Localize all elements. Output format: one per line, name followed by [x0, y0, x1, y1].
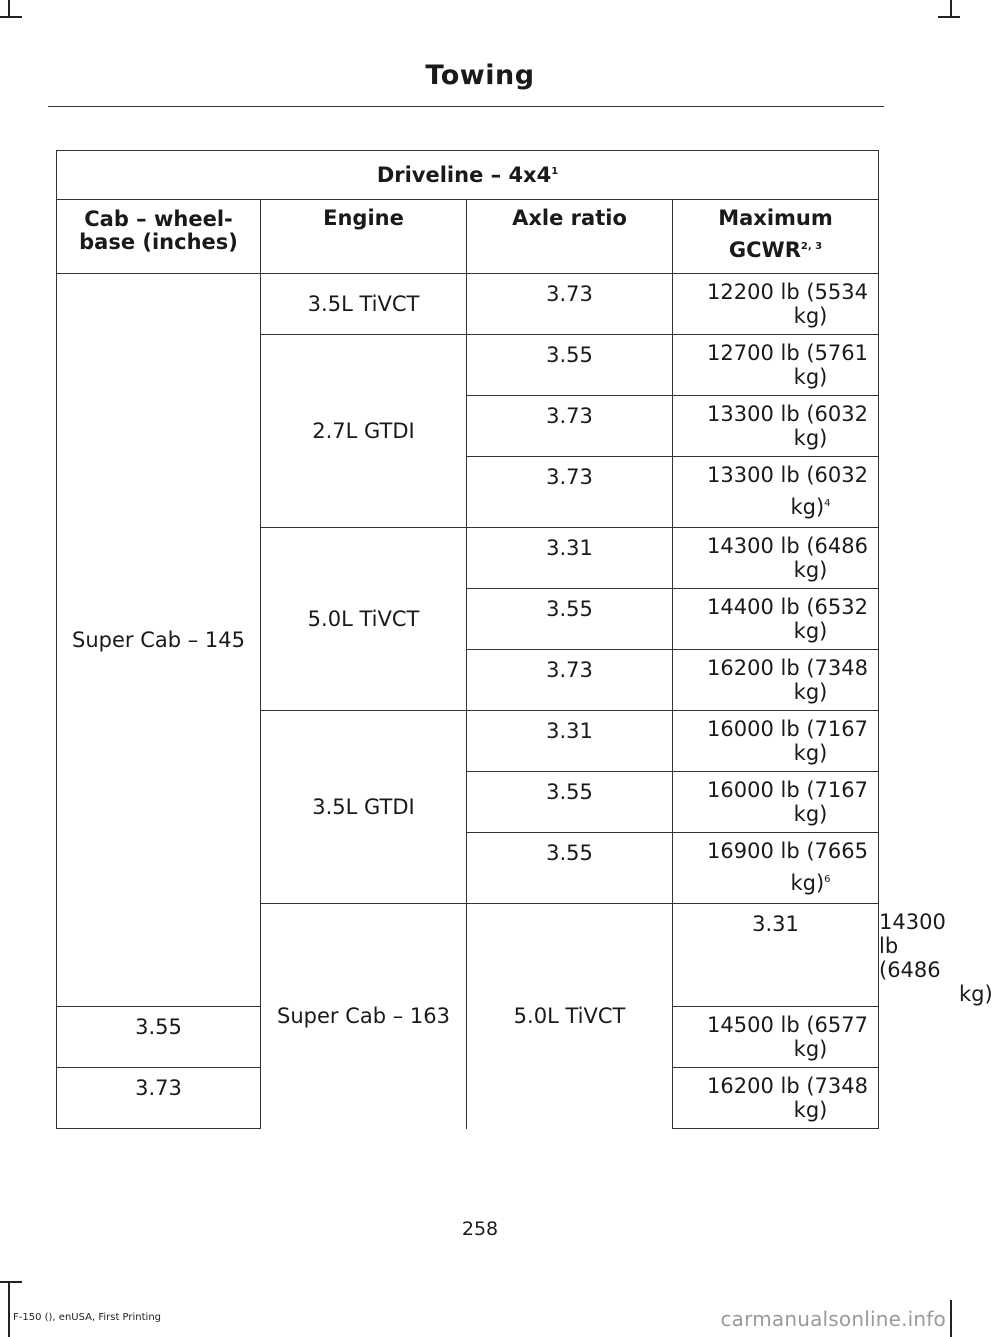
column-header-gcwr	[673, 200, 879, 274]
gcwr-value: 16000 lb (7167	[707, 778, 868, 802]
crop-mark	[8, 0, 10, 16]
gcwr-cell	[673, 772, 879, 833]
gcwr-value: 16900 lb (7665	[707, 839, 868, 863]
engine-cell: 3.5L TiVCT	[261, 274, 467, 335]
engine-cell: 3.5L GTDI	[261, 711, 467, 904]
gcwr-unit: kg)	[790, 495, 825, 519]
gcwr-cell	[673, 833, 879, 904]
gcwr-value: 14300 lb (6486	[707, 534, 868, 558]
gcwr-unit: kg)	[793, 1037, 828, 1061]
gcwr-cell	[673, 1068, 879, 1129]
gcwr-unit: kg)	[793, 680, 828, 704]
crop-mark	[8, 1281, 10, 1337]
gcwr-cell	[673, 274, 879, 335]
gcwr-value: 14500 lb (6577	[707, 1013, 868, 1037]
table-caption	[57, 151, 879, 200]
column-header-gcwr-line2: GCWR	[728, 238, 801, 262]
axle-cell	[467, 335, 673, 396]
gcwr-unit: kg)	[793, 619, 828, 643]
column-header-cab-label: Cab – wheel-base (inches)	[79, 207, 238, 254]
axle-cell	[467, 396, 673, 457]
axle-value: 3.55	[546, 841, 593, 865]
gcwr-unit: kg)	[793, 802, 828, 826]
column-header-engine	[261, 200, 467, 274]
gcwr-value: 12700 lb (5761	[707, 341, 868, 365]
caption-footnote: 1	[551, 166, 559, 177]
axle-value: 3.31	[546, 719, 593, 743]
gcwr-unit: kg)	[959, 982, 993, 1006]
axle-value: 3.55	[546, 343, 593, 367]
gcwr-value: 12200 lb (5534	[707, 280, 868, 304]
axle-cell	[673, 904, 879, 1007]
axle-cell	[467, 711, 673, 772]
column-header-engine-label: Engine	[323, 206, 404, 230]
gcwr-value: 16200 lb (7348	[707, 656, 868, 680]
gcwr-value: 14300 lb (6486	[879, 910, 946, 982]
gcwr-unit: kg)	[793, 304, 828, 328]
axle-cell	[467, 589, 673, 650]
axle-value: 3.55	[546, 780, 593, 804]
axle-value: 3.73	[546, 404, 593, 428]
gcwr-footnote: 6	[824, 874, 831, 885]
column-header-cab	[57, 200, 261, 274]
page-title: Towing	[425, 60, 535, 91]
towing-spec-table	[56, 150, 993, 1129]
axle-value: 3.31	[546, 536, 593, 560]
gcwr-unit: kg)	[793, 426, 828, 450]
crop-mark	[950, 0, 952, 16]
axle-value: 3.31	[752, 912, 799, 936]
crop-mark	[0, 1281, 22, 1283]
axle-cell	[467, 650, 673, 711]
gcwr-cell	[673, 335, 879, 396]
gcwr-value: 14400 lb (6532	[707, 595, 868, 619]
crop-mark	[0, 16, 22, 18]
axle-value: 3.55	[546, 597, 593, 621]
column-header-axle-label: Axle ratio	[512, 206, 627, 230]
header-divider	[48, 106, 884, 107]
caption-text: Driveline – 4x4	[376, 163, 552, 187]
crop-mark	[950, 1300, 952, 1337]
axle-cell	[467, 833, 673, 904]
column-header-gcwr-footnote: 2, 3	[800, 241, 823, 252]
axle-value: 3.55	[135, 1015, 182, 1039]
gcwr-cell	[673, 711, 879, 772]
axle-value: 3.73	[546, 282, 593, 306]
axle-cell	[467, 772, 673, 833]
footer-text: F-150 (), enUSA, First Printing	[13, 1312, 162, 1323]
gcwr-cell	[673, 1007, 879, 1068]
column-header-gcwr-line1: Maximum	[718, 206, 833, 230]
gcwr-cell	[673, 528, 879, 589]
engine-cell: 5.0L TiVCT	[467, 904, 673, 1129]
gcwr-cell	[673, 650, 879, 711]
gcwr-unit: kg)	[793, 741, 828, 765]
engine-cell: 5.0L TiVCT	[261, 528, 467, 711]
gcwr-cell	[673, 396, 879, 457]
gcwr-value: 13300 lb (6032	[707, 402, 868, 426]
axle-cell	[467, 528, 673, 589]
crop-mark	[938, 16, 960, 18]
gcwr-unit: kg)	[790, 871, 825, 895]
axle-value: 3.73	[546, 465, 593, 489]
axle-cell	[57, 1007, 261, 1068]
gcwr-unit: kg)	[793, 1098, 828, 1122]
page-number: 258	[461, 1218, 499, 1240]
cab-cell: Super Cab – 163	[261, 904, 467, 1129]
axle-cell	[467, 457, 673, 528]
column-header-axle	[467, 200, 673, 274]
axle-cell	[467, 274, 673, 335]
gcwr-value: 16200 lb (7348	[707, 1074, 868, 1098]
gcwr-footnote: 4	[824, 498, 831, 509]
gcwr-value: 13300 lb (6032	[707, 463, 868, 487]
gcwr-value: 16000 lb (7167	[707, 717, 868, 741]
axle-value: 3.73	[135, 1076, 182, 1100]
axle-cell	[57, 1068, 261, 1129]
cab-cell: Super Cab – 145	[57, 274, 261, 1007]
gcwr-cell	[673, 589, 879, 650]
gcwr-unit: kg)	[793, 365, 828, 389]
watermark: carmanualsonline.info	[720, 1307, 946, 1331]
axle-value: 3.73	[546, 658, 593, 682]
engine-cell: 2.7L GTDI	[261, 335, 467, 528]
gcwr-unit: kg)	[793, 558, 828, 582]
gcwr-cell	[673, 457, 879, 528]
